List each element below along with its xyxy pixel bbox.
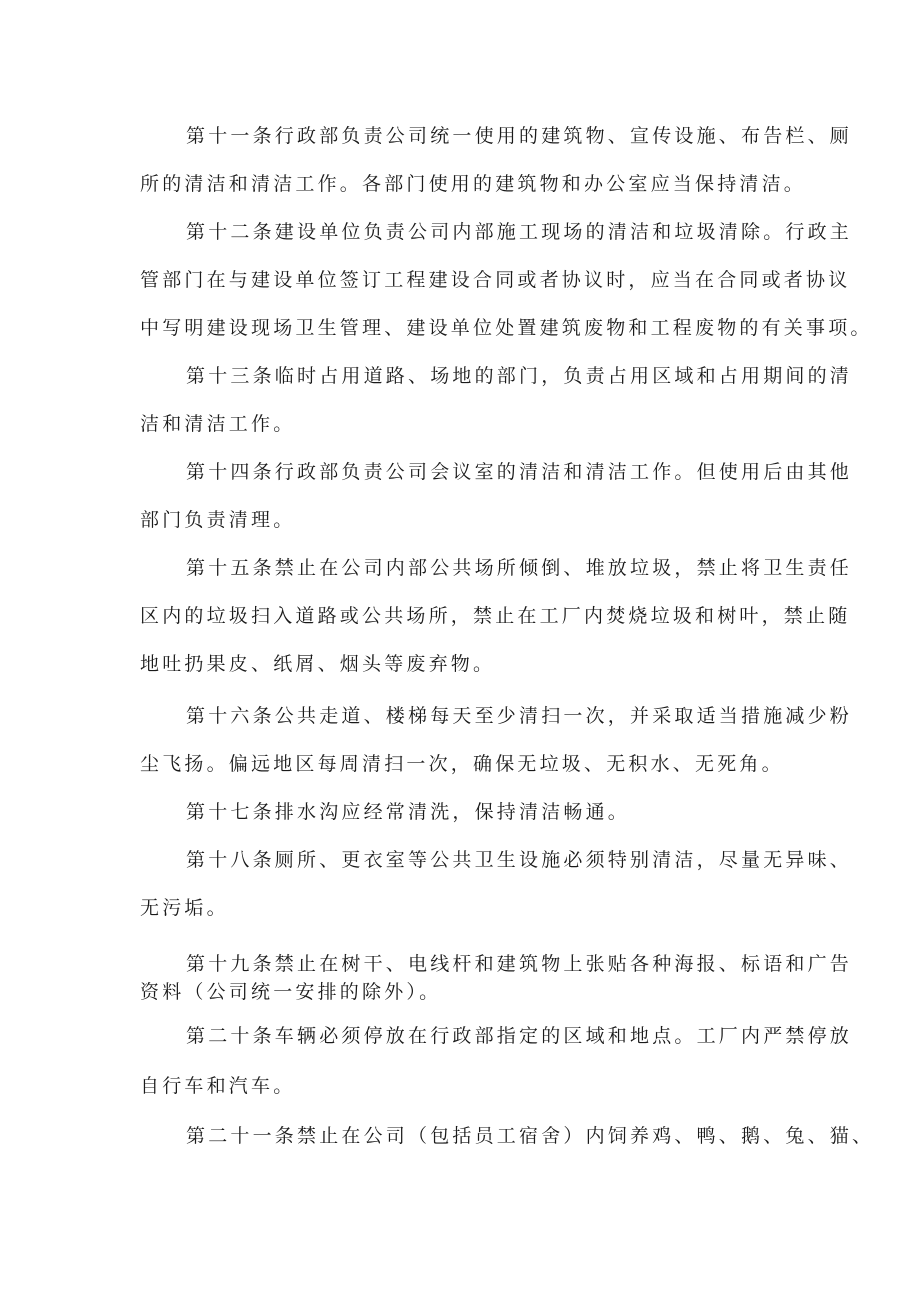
- paragraph-line: 第十七条排水沟应经常清洗，保持清洁畅通。: [186, 801, 631, 823]
- paragraph-line: 中写明建设现场卫生管理、建设单位处置建筑废物和工程废物的有关事项。: [140, 317, 873, 339]
- paragraph-line: 第十三条临时占用道路、场地的部门，负责占用区域和占用期间的清: [186, 365, 853, 387]
- paragraph-line: 管部门在与建设单位签订工程建设合同或者协议时，应当在合同或者协议: [140, 269, 851, 291]
- paragraph-line: 所的清洁和清洁工作。各部门使用的建筑物和办公室应当保持清洁。: [140, 173, 807, 195]
- paragraph-line: 第十一条行政部负责公司统一使用的建筑物、宣传设施、布告栏、厕: [186, 125, 853, 147]
- paragraph-line: 第十九条禁止在树干、电线杆和建筑物上张贴各种海报、标语和广告: [186, 953, 853, 975]
- paragraph-line: 部门负责清理。: [140, 509, 296, 531]
- paragraph-line: 洁和清洁工作。: [140, 413, 296, 435]
- paragraph-line: 第二十条车辆必须停放在行政部指定的区域和地点。工厂内严禁停放: [186, 1025, 853, 1047]
- paragraph-line: 第十八条厕所、更衣室等公共卫生设施必须特别清洁，尽量无异味、: [186, 849, 853, 871]
- paragraph-line: 第十六条公共走道、楼梯每天至少清扫一次，并采取适当措施减少粉: [186, 705, 853, 727]
- paragraph-line: 第十五条禁止在公司内部公共场所倾倒、堆放垃圾，禁止将卫生责任: [186, 557, 853, 579]
- paragraph-line: 区内的垃圾扫入道路或公共场所，禁止在工厂内焚烧垃圾和树叶，禁止随: [140, 605, 851, 627]
- paragraph-line: 地吐扔果皮、纸屑、烟头等废弃物。: [140, 653, 496, 675]
- paragraph-line: 第十四条行政部负责公司会议室的清洁和清洁工作。但使用后由其他: [186, 461, 853, 483]
- paragraph-line: 无污垢。: [140, 897, 229, 919]
- paragraph-line: 第二十一条禁止在公司（包括员工宿舍）内饲养鸡、鸭、鹅、兔、猫、: [186, 1125, 875, 1147]
- paragraph-line: 尘飞扬。偏远地区每周清扫一次，确保无垃圾、无积水、无死角。: [140, 753, 784, 775]
- paragraph-line: 资料（公司统一安排的除外）。: [140, 981, 442, 1003]
- paragraph-line: 自行车和汽车。: [140, 1075, 296, 1097]
- paragraph-line: 第十二条建设单位负责公司内部施工现场的清洁和垃圾清除。行政主: [186, 221, 853, 243]
